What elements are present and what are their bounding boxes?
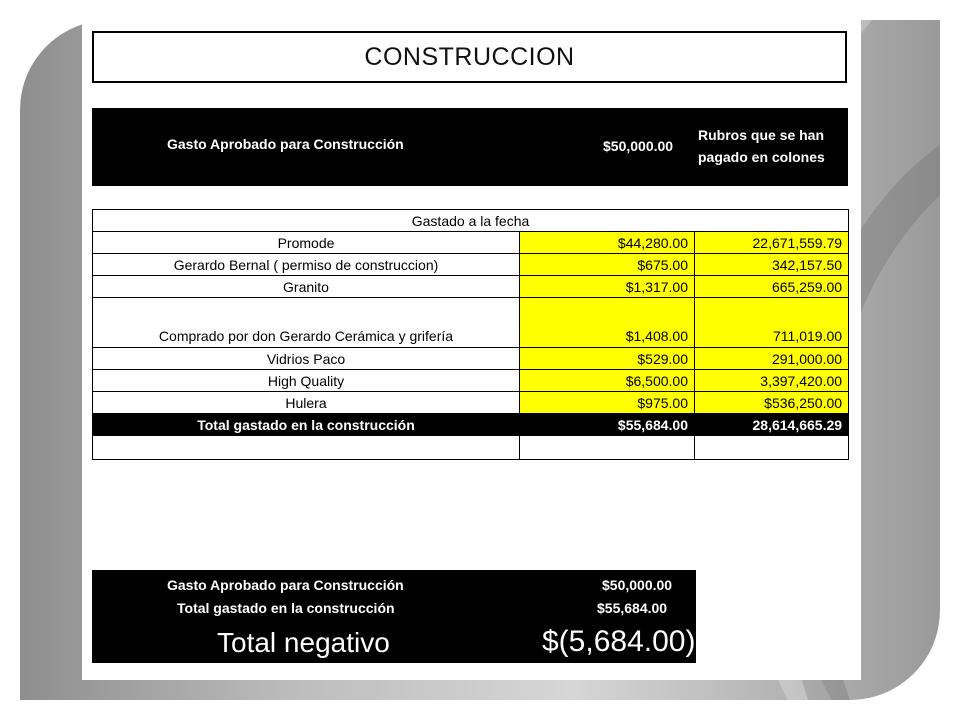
- table-row: [93, 276, 849, 298]
- summary-box: [92, 570, 696, 663]
- expense-usd: $1,408.00: [520, 298, 695, 348]
- expense-label: Promode: [93, 232, 520, 254]
- summary-spent-value: $55,684.00: [597, 600, 668, 616]
- content-panel: [82, 20, 861, 680]
- approved-budget-header: [92, 108, 848, 186]
- expense-label: Comprado por don Gerardo Cerámica y grifería: [93, 298, 520, 348]
- expense-label: High Quality: [93, 370, 520, 392]
- total-label: Total gastado en la construcción: [93, 414, 520, 436]
- expense-usd: $44,280.00: [520, 232, 695, 254]
- approved-budget-amount: $50,000.00: [603, 138, 674, 154]
- total-crc: 28,614,665.29: [695, 414, 849, 436]
- expense-label: Vidrios Paco: [93, 348, 520, 370]
- colones-column-note: [698, 124, 848, 168]
- expense-label: Granito: [93, 276, 520, 298]
- expense-crc: 342,157.50: [695, 254, 849, 276]
- expense-usd: $1,317.00: [520, 276, 695, 298]
- empty-cell: [93, 436, 520, 460]
- summary-negative-label: Total negativo: [217, 627, 390, 658]
- summary-approved-value: $50,000.00: [602, 577, 673, 593]
- summary-negative-value: $(5,684.00): [542, 625, 696, 658]
- empty-row: [93, 436, 849, 460]
- total-row: [93, 414, 849, 436]
- expense-table: [92, 209, 849, 460]
- page-title: CONSTRUCCION: [92, 31, 847, 83]
- expense-usd: $675.00: [520, 254, 695, 276]
- expense-crc: 291,000.00: [695, 348, 849, 370]
- empty-cell: [520, 436, 695, 460]
- summary-spent-label: Total gastado en la construcción: [177, 600, 395, 616]
- expense-usd: $975.00: [520, 392, 695, 414]
- expense-usd: $529.00: [520, 348, 695, 370]
- empty-cell: [695, 436, 849, 460]
- expense-usd: $6,500.00: [520, 370, 695, 392]
- table-row: [93, 298, 849, 348]
- table-row: [93, 392, 849, 414]
- expense-crc: 665,259.00: [695, 276, 849, 298]
- table-row: [93, 370, 849, 392]
- expense-label: Hulera: [93, 392, 520, 414]
- summary-approved-label: Gasto Aprobado para Construcción: [167, 577, 404, 593]
- expense-crc: 711,019.00: [695, 298, 849, 348]
- expense-label: Gerardo Bernal ( permiso de construccion): [93, 254, 520, 276]
- expense-crc: 3,397,420.00: [695, 370, 849, 392]
- table-caption: Gastado a la fecha: [93, 210, 849, 232]
- table-row: [93, 232, 849, 254]
- table-row: [93, 254, 849, 276]
- colones-note-line1: Rubros que se han: [698, 127, 825, 143]
- total-usd: $55,684.00: [520, 414, 695, 436]
- expense-crc: $536,250.00: [695, 392, 849, 414]
- colones-note-line2: pagado en colones: [698, 149, 825, 165]
- expense-crc: 22,671,559.79: [695, 232, 849, 254]
- table-row: [93, 348, 849, 370]
- approved-budget-label: Gasto Aprobado para Construcción: [167, 136, 404, 152]
- table-caption-row: [93, 210, 849, 232]
